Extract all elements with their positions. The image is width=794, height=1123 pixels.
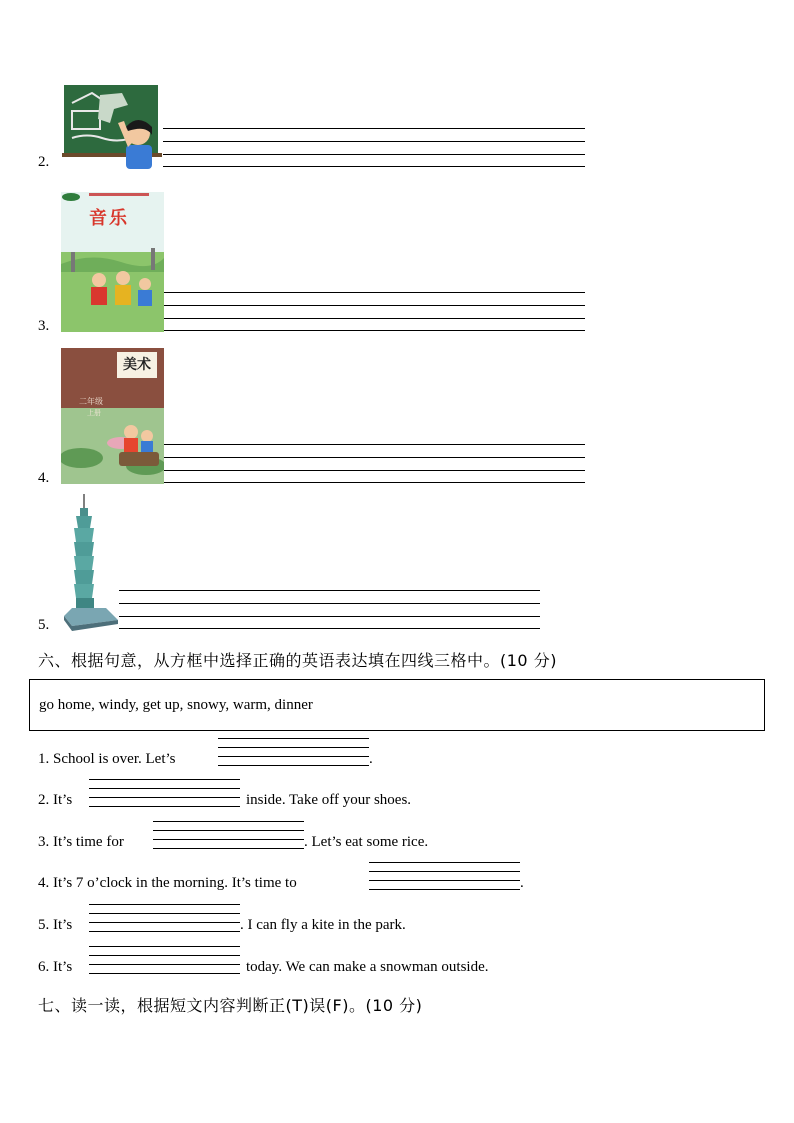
sentence-3-prefix: 3. It’s time for bbox=[38, 834, 124, 850]
art-cover-volume: 上册 bbox=[87, 409, 101, 417]
item-number-2: 2. bbox=[38, 154, 50, 170]
writing-lines-item-5[interactable] bbox=[119, 590, 540, 630]
teacher-chalkboard-picture bbox=[62, 83, 162, 169]
answer-lines-4[interactable] bbox=[369, 862, 520, 890]
sentence-5-prefix: 5. It’s bbox=[38, 917, 73, 933]
art-cover-grade: 二年级 bbox=[79, 397, 103, 406]
writing-lines-item-2[interactable] bbox=[163, 128, 585, 168]
sentence-2-prefix: 2. It’s bbox=[38, 792, 73, 808]
art-cover-title: 美术 bbox=[117, 352, 157, 378]
skyscraper-picture bbox=[62, 494, 120, 632]
sentence-6-prefix: 6. It’s bbox=[38, 959, 73, 975]
sentence-1-suffix: . bbox=[369, 751, 373, 767]
sentence-3-suffix: . Let’s eat some rice. bbox=[304, 834, 429, 850]
answer-lines-3[interactable] bbox=[153, 821, 304, 849]
item-number-4: 4. bbox=[38, 470, 50, 486]
writing-lines-item-4[interactable] bbox=[164, 444, 585, 484]
art-textbook-picture bbox=[61, 348, 164, 484]
answer-lines-2[interactable] bbox=[89, 779, 240, 807]
word-bank-text: go home, windy, get up, snowy, warm, dinner bbox=[39, 697, 313, 713]
sentence-4-suffix: . bbox=[520, 875, 524, 891]
item-number-3: 3. bbox=[38, 318, 50, 334]
answer-lines-1[interactable] bbox=[218, 738, 369, 766]
answer-lines-6[interactable] bbox=[89, 946, 240, 974]
music-cover-title: 音乐 bbox=[89, 208, 129, 229]
item-number-5: 5. bbox=[38, 617, 50, 633]
word-bank-box bbox=[29, 679, 765, 731]
sentence-6-suffix: today. We can make a snowman outside. bbox=[246, 959, 489, 975]
sentence-2-suffix: inside. Take off your shoes. bbox=[246, 792, 412, 808]
answer-lines-5[interactable] bbox=[89, 904, 240, 932]
section7-heading: 七、读一读，根据短文内容判断正(T)误(F)。(10 分) bbox=[38, 996, 423, 1015]
music-textbook-picture bbox=[61, 192, 164, 332]
section6-heading: 六、根据句意，从方框中选择正确的英语表达填在四线三格中。(10 分) bbox=[38, 651, 557, 670]
writing-lines-item-3[interactable] bbox=[164, 292, 585, 332]
sentence-1-prefix: 1. School is over. Let’s bbox=[38, 751, 176, 767]
sentence-4-prefix: 4. It’s 7 o’clock in the morning. It’s time to bbox=[38, 875, 297, 891]
sentence-5-suffix: . I can fly a kite in the park. bbox=[240, 917, 406, 933]
